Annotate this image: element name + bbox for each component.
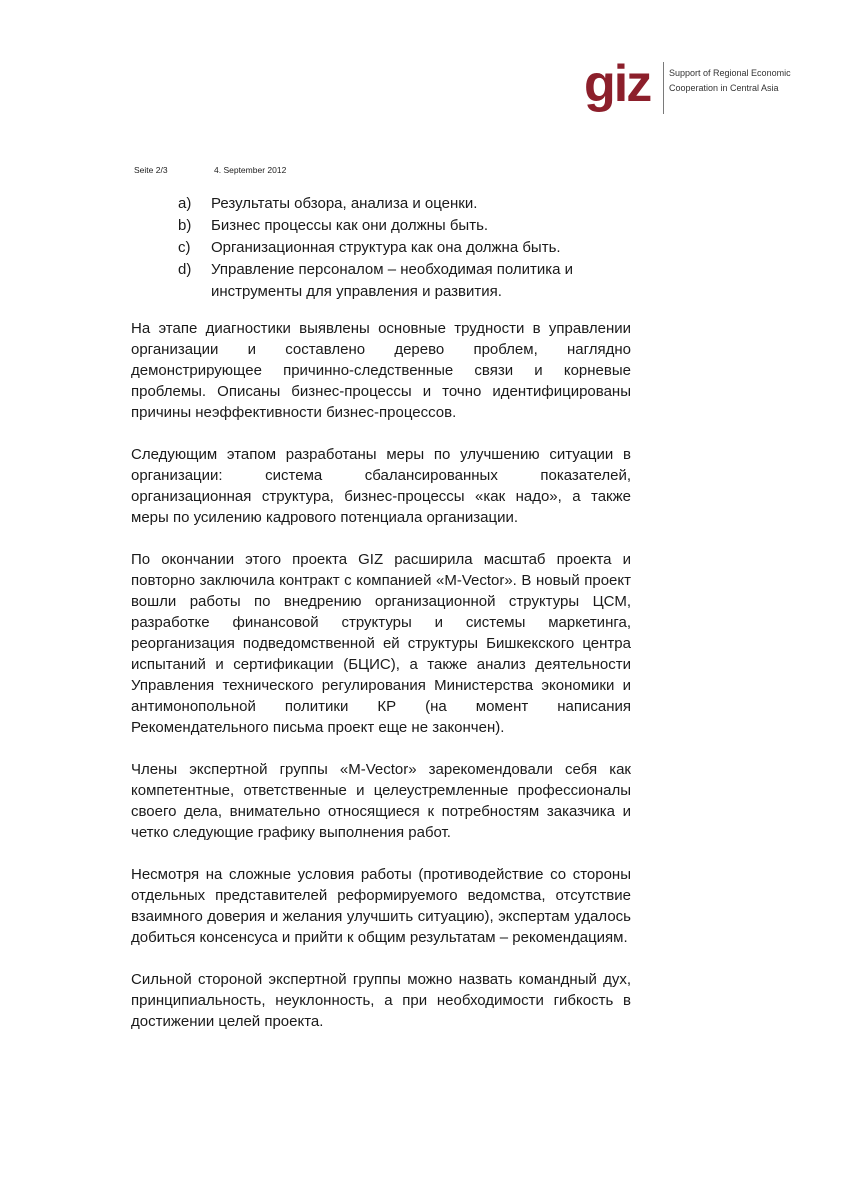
- giz-logo: giz: [584, 55, 651, 113]
- paragraph-team-assessment: Члены экспертной группы «M-Vector» зарекомендовали себя как компетентные, ответственные и целеустремленные профессионалы своего дела, внимательно относящиеся к потребностям заказчика и четко следующие графику выполнения работ.: [131, 761, 631, 841]
- paragraph-diagnostics: На этапе диагностики выявлены основные трудности в управлении организации и составлено дерево проблем, наглядно демонстрирующее причинно-следственные связи и корневые проблемы. Описаны бизнес-процессы и точно идентифицированы причины неэффективности бизнес-процессов.: [131, 320, 631, 421]
- list-marker: d): [178, 261, 192, 278]
- paragraph-measures: Следующим этапом разработаны меры по улучшению ситуации в организации: система сбалансированных показателей, организационная структура, бизнес-процессы «как надо», а также меры по усилению кадрового потенциала организации.: [131, 446, 631, 526]
- list-item-text: Управление персоналом – необходимая политика и инструменты для управления и развития.: [211, 261, 574, 300]
- document-date: 4. September 2012: [214, 165, 287, 175]
- list-marker: c): [178, 239, 191, 256]
- letter-body: [131, 318, 631, 1053]
- paragraph-strengths: Сильной стороной экспертной группы можно назвать командный дух, принципиальность, неуклонность, а при необходимости гибкость в достижении целей проекта.: [131, 971, 631, 1030]
- tagline-line-1: Support of Regional Economic: [669, 68, 791, 78]
- list-item-text: Организационная структура как она должна быть.: [211, 239, 561, 256]
- list-marker: b): [178, 217, 192, 234]
- list-item: [178, 259, 638, 303]
- logo-divider: [663, 62, 664, 114]
- list-item: [178, 237, 638, 259]
- page-number: Seite 2/3: [134, 165, 168, 175]
- list-item: [178, 193, 638, 215]
- organization-tagline: [669, 66, 791, 96]
- tagline-line-2: Cooperation in Central Asia: [669, 83, 779, 93]
- list-item-text: Бизнес процессы как они должны быть.: [211, 217, 489, 234]
- paragraph-project-extension: По окончании этого проекта GIZ расширила масштаб проекта и повторно заключила контракт с компанией «M-Vector». В новый проект вошли работы по внедрению организационной структуры ЦСМ, разработке финансовой структуры и системы маркетинга, реорганизация подведомственной ей структуры Бишкекского центра испытаний и сертификации (БЦИС), а также анализ деятельности Управления технического регулирования Министерства экономики и антимонопольной политики КР (на момент написания Рекомендательного письма проект еще не закончен).: [131, 551, 631, 736]
- list-item: [178, 215, 638, 237]
- paragraph-conditions: Несмотря на сложные условия работы (противодействие со стороны отдельных представителей реформируемого ведомства, отсутствие взаимного доверия и желания улучшить ситуацию), экспертам удалось добиться консенсуса и прийти к общим результатам – рекомендациям.: [131, 866, 631, 946]
- list-marker: a): [178, 195, 192, 212]
- list-item-text: Результаты обзора, анализа и оценки.: [211, 195, 478, 212]
- result-list: [178, 193, 638, 303]
